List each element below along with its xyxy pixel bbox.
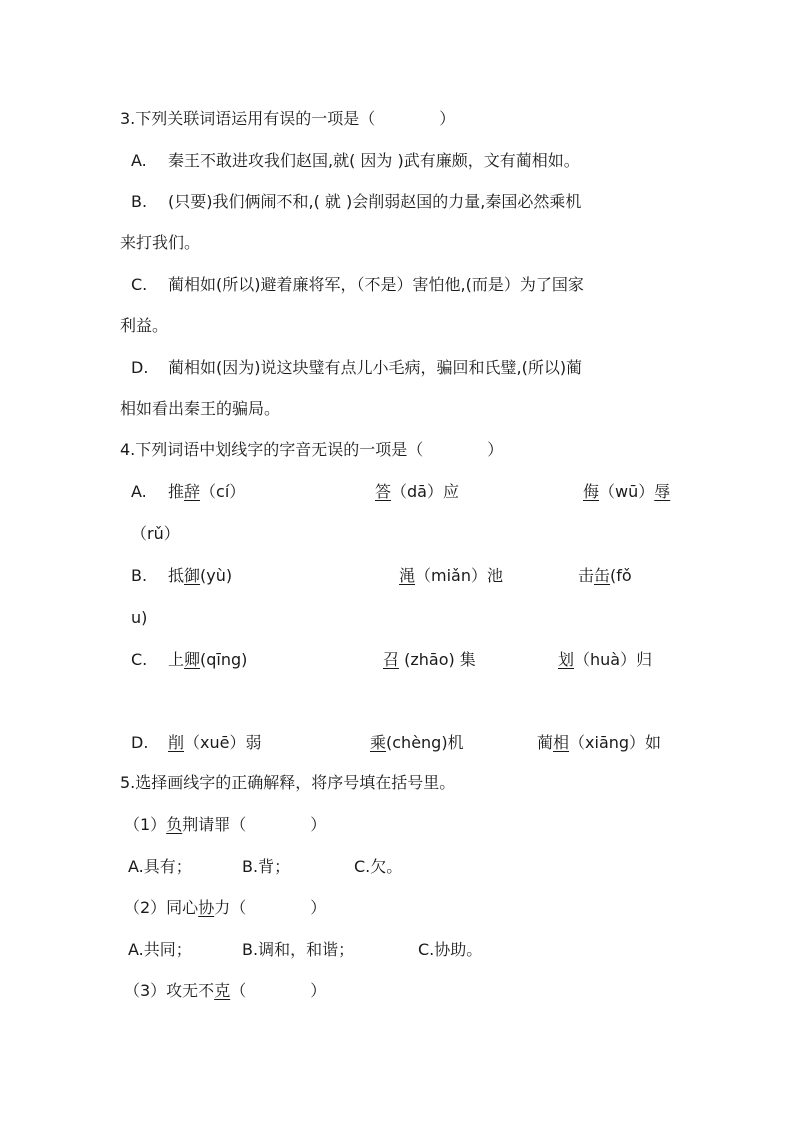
q3-b-line1: (只要)我们俩闹不和,( 就 )会削弱赵国的力量,秦国必然乘机 [168, 192, 582, 211]
q3-d-line2: 相如看出秦王的骗局。 [120, 399, 281, 418]
q5-item-2-option-a: A.共同； [128, 940, 192, 959]
q4-d-label: D. [131, 733, 149, 752]
q4-d-word-3: 蔺相（xiāng）如 [537, 733, 662, 752]
q4-b-label: B. [131, 566, 148, 585]
q4-b-wrap: u) [131, 608, 148, 627]
q3-a-text: 秦王不敢进攻我们赵国,就( 因为 )武有廉颇，文有蔺相如。 [168, 151, 580, 170]
q4-b-word-3: 击缶(fǒ [578, 566, 632, 585]
q5-stem: 5.选择画线字的正确解释，将序号填在括号里。 [120, 773, 456, 792]
q4-c-word-1: 上卿(qīng) [168, 650, 248, 669]
q3-d-line1: 蔺相如(因为)说这块璧有点儿小毛病，骗回和氏璧,(所以)蔺 [168, 358, 583, 377]
q4-stem: 4.下列词语中划线字的字音无误的一项是（ ） [120, 440, 504, 459]
q5-item-1-option-c: C.欠。 [354, 857, 403, 876]
q5-item-1-option-a: A.具有； [128, 857, 192, 876]
q4-c-word-2: 召 (zhāo) 集 [383, 650, 476, 669]
q4-a-word-2: 答（dā）应 [375, 482, 459, 501]
q4-d-word-2: 乘(chèng)机 [370, 733, 464, 752]
q3-stem: 3.下列关联词语运用有误的一项是（ ） [120, 109, 456, 128]
q5-item-2: （2）同心协力（ ） [124, 898, 327, 917]
q5-item-2-option-c: C.协助。 [418, 940, 483, 959]
q4-d-word-1: 削（xuē）弱 [168, 733, 262, 752]
q3-d-label: D. [131, 358, 149, 377]
q4-b-word-2: 渑（miǎn）池 [399, 566, 503, 585]
q4-a-label: A. [131, 482, 147, 501]
q3-c-line1: 蔺相如(所以)避着廉将军，（不是）害怕他,(而是）为了国家 [168, 275, 584, 294]
q3-b-label: B. [131, 192, 148, 211]
q4-b-word-1: 抵御(yù) [168, 566, 233, 585]
q5-item-2-option-b: B.调和，和谐； [242, 940, 355, 959]
q4-a-word-3: 侮（wū）辱 [583, 482, 671, 501]
q3-c-label: C. [131, 275, 148, 294]
q3-a-label: A. [131, 151, 147, 170]
q4-c-label: C. [131, 650, 148, 669]
q3-b-line2: 来打我们。 [120, 233, 201, 252]
q5-item-1-option-b: B.背； [242, 857, 291, 876]
q3-c-line2: 利益。 [120, 316, 169, 335]
q5-item-1: （1）负荆请罪（ ） [124, 815, 327, 834]
q5-item-3: （3）攻无不克（ ） [124, 981, 327, 1000]
q4-a-word-1: 推辞（cí） [168, 482, 246, 501]
q4-c-word-3: 划（huà）归 [558, 650, 653, 669]
q4-a-wrap: （rǔ） [131, 524, 180, 543]
